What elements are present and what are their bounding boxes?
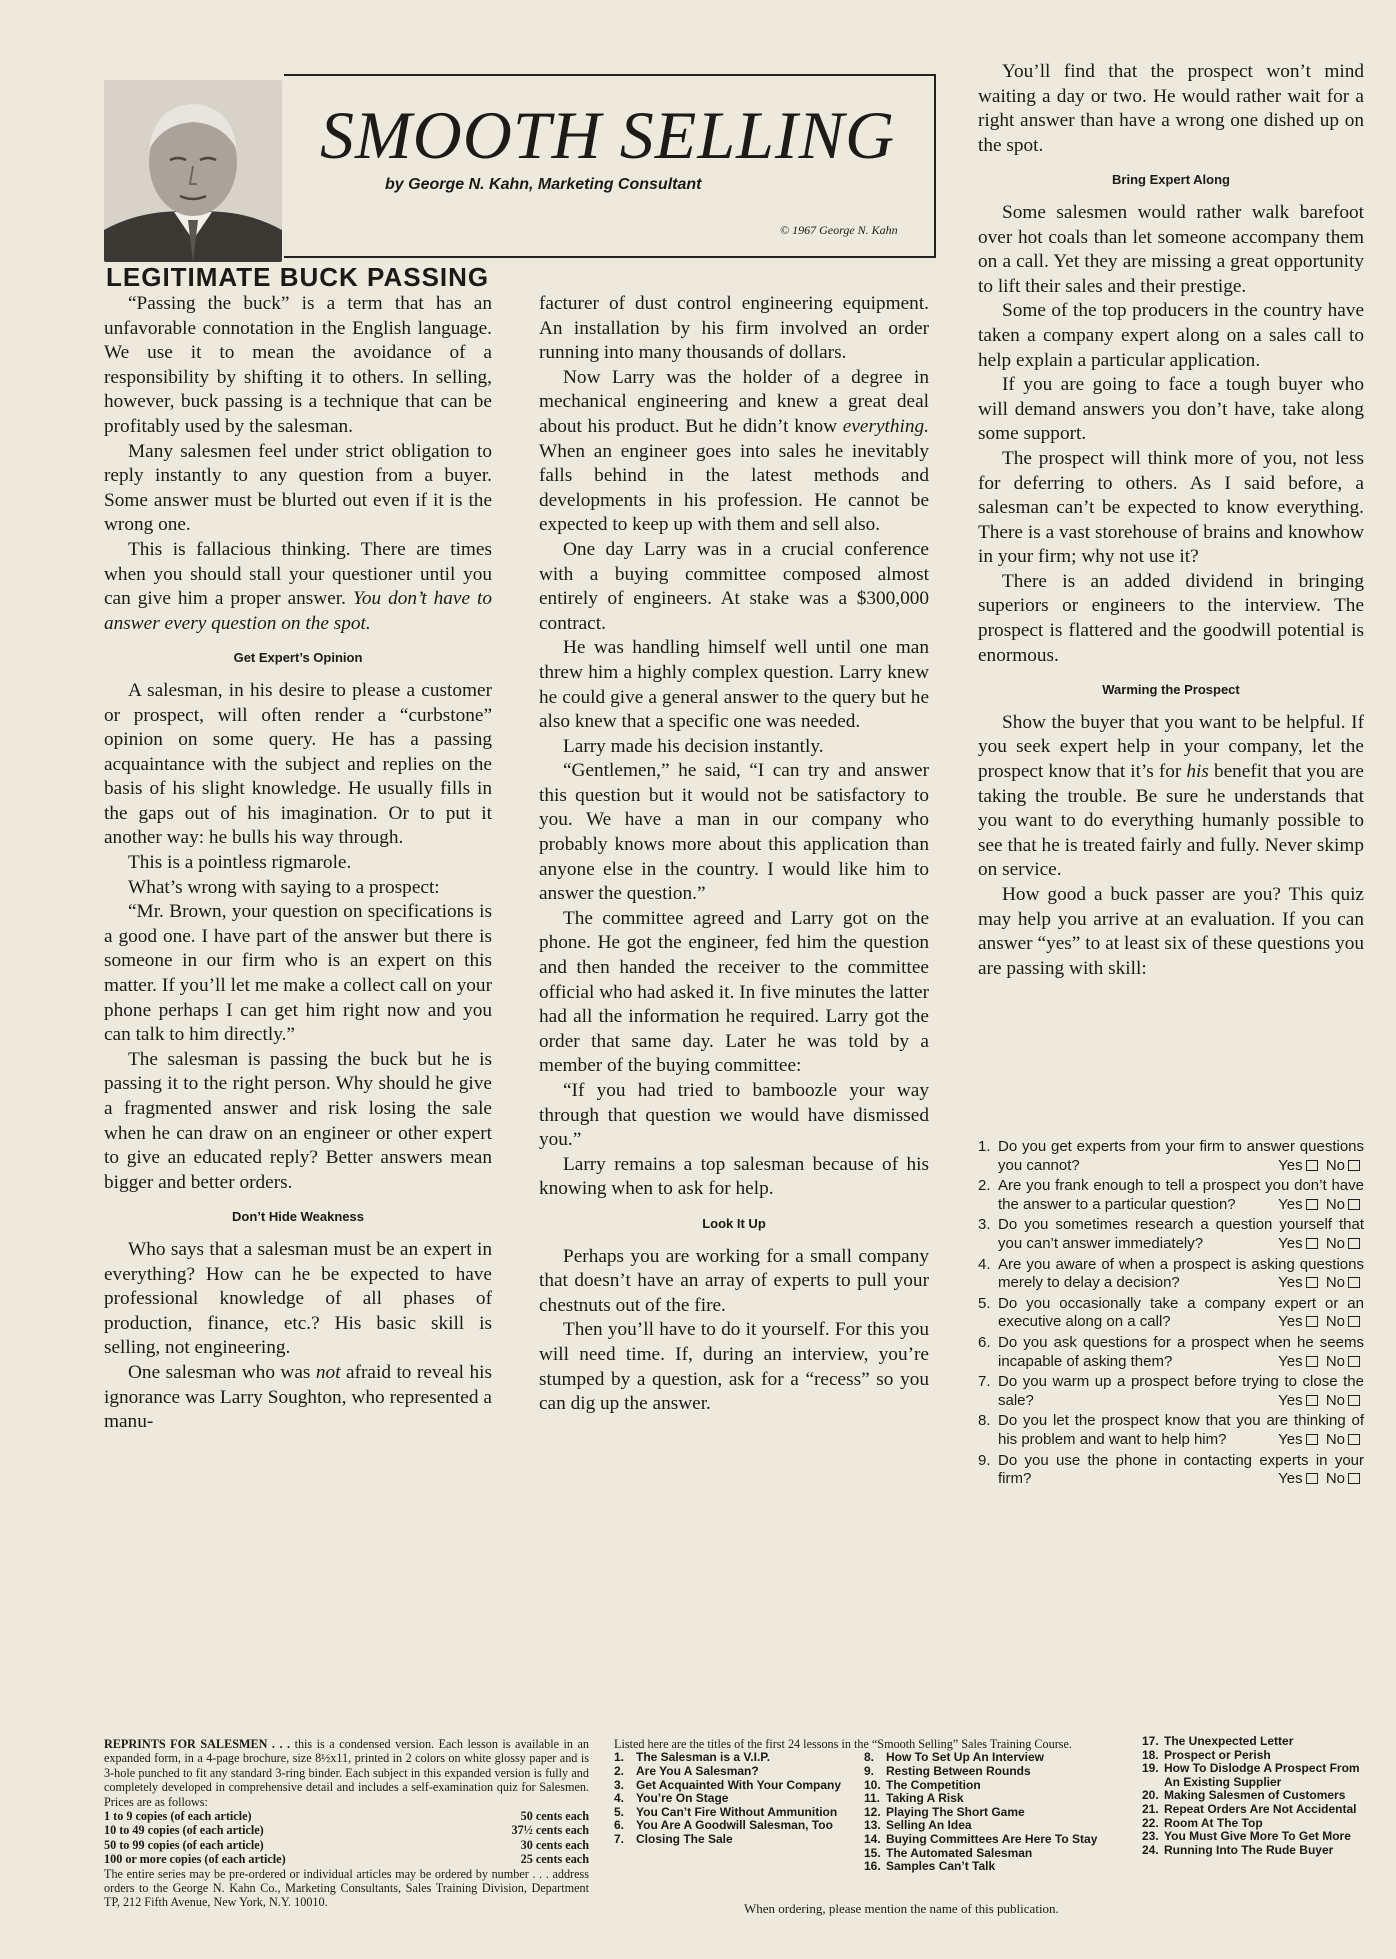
paragraph: There is an added dividend in bringing superiors or engineers to the interview. The prospect is flattered and the goodwill potential is enormous. [978,570,1364,666]
titles-column [614,1751,864,1873]
column-title: SMOOTH SELLING [320,97,896,173]
no-label: No [1325,1234,1345,1252]
yes-checkbox[interactable] [1306,1238,1318,1249]
yes-no-choices [1278,1157,1364,1176]
paragraph: This is a pointless rigmarole. [128,852,352,874]
yes-label: Yes [1278,1156,1303,1174]
no-label: No [1325,1156,1345,1174]
lesson-title: You Must Give More To Get More [1164,1829,1351,1844]
paragraph: You’ll find that the prospect won’t mind waiting a day or two. He would rather wait for a right answer than have a wrong one dished up on the spot. [978,61,1364,156]
lesson-number: 5. [614,1804,625,1819]
article-column-1 [104,292,492,1435]
paragraph: If you are going to face a tough buyer who will demand answers you don’t have, take along some support. [978,374,1364,445]
lesson-title-item [1142,1789,1372,1803]
lesson-title-item [614,1806,864,1820]
quiz-number: 5. [978,1294,991,1312]
paragraph: One day Larry was in a crucial conference with a buying committee composed almost entirely of engineers. At stake was a $300,000 contract. [539,538,929,634]
no-checkbox[interactable] [1348,1316,1360,1327]
quiz-number: 7. [978,1373,991,1391]
quiz-number: 4. [978,1255,991,1273]
reprints-label: REPRINTS FOR SALESMEN . . . [104,1737,291,1751]
paragraph: Who says that a salesman must be an expert in everything? How can he be expected to have professional knowledge of all phases of production, finance, etc.? His basic skill is selling, not engineering. [104,1238,492,1359]
lesson-title: You Can’t Fire Without Ammunition [636,1804,838,1819]
lesson-title: How To Dislodge A Prospect From An Existing Supplier [1164,1761,1360,1789]
lesson-title-item [864,1833,1124,1847]
quiz-question [978,1334,1364,1371]
lesson-title-item [864,1751,1124,1765]
lesson-number: 19. [1142,1761,1159,1776]
paragraph: Larry made his decision instantly. [563,735,824,757]
lesson-title: Prospect or Perish [1164,1747,1271,1762]
quiz-question [978,1177,1364,1214]
lesson-title: Playing The Short Game [886,1804,1025,1819]
quiz-number: 2. [978,1177,991,1195]
lesson-number: 13. [864,1818,881,1833]
lesson-title-item [614,1833,864,1847]
lesson-title-item [1142,1749,1372,1763]
paragraph: What’s wrong with saying to a prospect: [128,876,440,898]
lesson-title: Room At The Top [1164,1815,1263,1830]
lesson-title: You’re On Stage [636,1791,729,1806]
quiz-text: Are you frank enough to tell a prospect you don’t have the answer to a particular question? [998,1177,1364,1213]
lesson-number: 2. [614,1764,625,1778]
lesson-number: 22. [1142,1815,1159,1830]
yes-checkbox[interactable] [1306,1316,1318,1327]
titles-column [1142,1735,1372,1857]
lesson-title: Running Into The Rude Buyer [1164,1842,1334,1857]
quiz-question [978,1452,1364,1489]
yes-label: Yes [1278,1470,1303,1488]
byline: by George N. Kahn, Marketing Consultant [385,176,702,193]
author-photo [104,80,282,262]
subheading: Bring Expert Along [1112,172,1230,188]
lesson-number: 20. [1142,1788,1159,1803]
paragraph: How good a buck passer are you? This quiz may help you arrive at an evaluation. If you can answer “yes” to at least six of these questions you are passing with skill: [978,884,1364,979]
quiz-text: Do you occasionally take a company expert or an executive along on a call? [998,1294,1364,1331]
lesson-title-item [864,1765,1124,1779]
lesson-number: 10. [864,1777,881,1792]
no-checkbox[interactable] [1348,1434,1360,1445]
price-label: 50 to 99 copies (of each article) [104,1837,264,1852]
quiz-text: Do you ask questions for a prospect when he seems incapable of asking them? [998,1333,1364,1370]
lesson-number: 12. [864,1804,881,1819]
paragraph: facturer of dust control engineering equipment. An installation by his firm involved an order running into many thousands of dollars. [539,293,929,364]
paragraph: Now Larry was the holder of a degree in mechanical engineering and knew a great deal about his product. But he didn’t know everything. When an engineer goes into sales he inevitably falls behind in the latest methods and developments in his profession. He cannot be expected to keep up with them and sell also. [539,366,929,536]
paragraph: Show the buyer that you want to be helpful. If you seek expert help in your company, let the prospect know that it’s for his benefit that you are taking the trouble. Be sure he understands that you want to do everything humanly possible to see that he is treated fairly and fully. Never skimp on service. [978,711,1364,881]
no-checkbox[interactable] [1348,1238,1360,1249]
yes-checkbox[interactable] [1306,1434,1318,1445]
lesson-title-item [614,1792,864,1806]
no-label: No [1325,1470,1345,1488]
price-value: 25 cents each [520,1852,589,1867]
paragraph: Then you’ll have to do it yourself. For this you will need time. If, during an interview, you’re stumped by a question, ask for a “recess” so you can dig up the answer. [539,1319,929,1415]
article-column-2 [539,292,929,1417]
yes-checkbox[interactable] [1306,1199,1318,1210]
paragraph: A salesman, in his desire to please a customer or prospect, will often render a “curbstone” opinion on some query. He has a passing acquaintance with the subject and replies on the basis of his slight knowledge. He usually fills in the gaps out of his imagination. Or to put it another way: he bulls his way through. [104,679,492,849]
lesson-title: Get Acquainted With Your Company [636,1777,842,1792]
price-row [104,1823,589,1837]
lesson-titles [614,1737,1124,1874]
yes-no-choices [1278,1470,1364,1489]
quiz [978,1138,1364,1491]
lesson-number: 15. [864,1845,881,1860]
lesson-title-item [864,1806,1124,1820]
quiz-number: 3. [978,1216,991,1234]
yes-label: Yes [1278,1352,1303,1370]
lesson-number: 7. [614,1831,625,1846]
lesson-title-item [864,1860,1124,1874]
paragraph: Some salesmen would rather walk barefoot over hot coals than let someone accompany them on a call. Yet they are missing a great opportunity to lift their sales and their prestige. [978,201,1364,297]
yes-checkbox[interactable] [1306,1277,1318,1288]
paragraph: The prospect will think more of you, not less for deferring to others. As I said before, a salesman can’t be expected to know everything. There is a vast storehouse of brains and knowhow in your firm; why not use it? [978,447,1364,568]
no-label: No [1325,1352,1345,1370]
yes-no-choices [1278,1431,1364,1450]
copyright-notice: © 1967 George N. Kahn [780,223,898,237]
ordering-note: When ordering, please mention the name of this publication. [744,1901,1059,1916]
quiz-text: Do you get experts from your firm to answer questions you cannot? [998,1138,1364,1174]
paragraph: “Gentlemen,” he said, “I can try and answer this question but it would not be satisfactory to you. We have a man in our company who probably knows more about this application than anyone else in the country. I would like him to answer the question.” [539,760,929,905]
no-label: No [1325,1430,1345,1448]
no-checkbox[interactable] [1348,1160,1360,1171]
price-row [104,1852,589,1866]
lesson-title-item [864,1779,1124,1793]
price-row [104,1838,589,1852]
yes-label: Yes [1278,1430,1303,1448]
lesson-number: 18. [1142,1747,1159,1762]
yes-label: Yes [1278,1195,1303,1213]
yes-no-choices [1278,1313,1364,1332]
no-label: No [1325,1313,1345,1331]
reprints-notice [104,1737,589,1910]
lesson-number: 6. [614,1818,625,1833]
subheading: Look It Up [702,1215,766,1231]
lesson-title: Samples Can’t Talk [886,1859,996,1874]
paragraph: Larry remains a top salesman because of his knowing when to ask for help. [539,1153,929,1200]
yes-label: Yes [1278,1391,1303,1409]
lesson-number: 1. [614,1750,625,1765]
quiz-question [978,1216,1364,1253]
no-label: No [1325,1274,1345,1292]
subheading: Get Expert’s Opinion [233,650,363,666]
yes-no-choices [1278,1274,1364,1293]
quiz-number: 8. [978,1412,991,1430]
lesson-number: 8. [864,1750,875,1765]
author-portrait-icon [104,80,282,262]
paragraph: “Passing the buck” is a term that has an unfavorable connotation in the English language. We use it to mean the avoidance of a responsibility by shifting it to others. In selling, however, buck passing is a technique that can be profitably used by the salesman. [104,293,492,437]
lesson-title-item [864,1847,1124,1861]
paragraph: “Mr. Brown, your question on specifications is a good one. I have part of the answer but there is someone in our firm who is an expert on this matter. If you’ll let me make a collect call on your phone perhaps I can get him right now and you can talk to him directly.” [104,901,492,1046]
price-value: 30 cents each [520,1837,589,1852]
lesson-number: 3. [614,1777,625,1792]
lesson-title: The Unexpected Letter [1164,1734,1294,1748]
yes-checkbox[interactable] [1306,1356,1318,1367]
quiz-text: Do you warm up a prospect before trying to close the sale? [998,1373,1364,1409]
lesson-title: The Automated Salesman [886,1845,1033,1860]
article-headline: LEGITIMATE BUCK PASSING [106,262,490,292]
quiz-number: 6. [978,1333,991,1351]
lesson-number: 4. [614,1791,625,1806]
subheading: Don’t Hide Weakness [232,1209,364,1225]
lesson-title-item [614,1779,864,1793]
lesson-number: 17. [1142,1734,1159,1748]
paragraph: The salesman is passing the buck but he is passing it to the right person. Why should he give a fragmented answer and risk losing the sale when he can draw on an engineer or other expert to give an educated reply? Better answers mean bigger and better orders. [104,1048,492,1193]
quiz-text: Do you use the phone in contacting experts in your firm? [998,1451,1364,1488]
lesson-number: 24. [1142,1842,1159,1857]
lesson-title-item [1142,1817,1372,1831]
price-value: 50 cents each [520,1809,589,1824]
paragraph: Perhaps you are working for a small company that doesn’t have an array of experts to pull your chestnuts out of the fire. [539,1245,929,1316]
lesson-title-item [1142,1762,1372,1789]
reprints-text: this is a condensed version. Each lesson is available in an expanded form, in a 4-page brochure, size 8½x11, printed in 2 colors on white glossy paper and is 3-hole punched to fit any standard 3-ring binder. Each subject in this expanded version is fully and completely developed in comprehensive detail and includes a self-examination quiz for Salesmen. Prices are as follows: [104,1737,590,1809]
quiz-number: 9. [978,1451,991,1469]
paragraph: This is fallacious thinking. There are times when you should stall your questioner until you can give him a proper answer. You don’t have to answer every question on the spot. [104,538,492,634]
no-label: No [1325,1391,1345,1409]
paragraph: He was handling himself well until one man threw him a highly complex question. Larry knew he could give a general answer to the query but he also knew that a specific one was needed. [539,637,929,733]
lesson-number: 9. [864,1764,875,1778]
lesson-title: Making Salesmen of Customers [1164,1788,1346,1803]
lesson-title: You Are A Goodwill Salesman, Too [636,1818,833,1833]
price-label: 100 or more copies (of each article) [104,1852,286,1867]
lesson-number: 11. [864,1791,881,1806]
quiz-question [978,1373,1364,1410]
paragraph: Many salesmen feel under strict obligation to reply instantly to any question from a buyer. Some answer must be blurted out even if it is the wrong one. [104,440,492,536]
no-checkbox[interactable] [1348,1199,1360,1210]
listed-text: Listed here are the titles of the first 24 lessons in the “Smooth Selling” Sales Training Course. [614,1737,1072,1751]
lesson-title-item [1142,1844,1372,1858]
quiz-question [978,1138,1364,1175]
price-label: 1 to 9 copies (of each article) [104,1809,252,1824]
quiz-text: Are you aware of when a prospect is asking questions merely to delay a decision? [998,1255,1364,1292]
subheading: Warming the Prospect [1102,682,1240,698]
paragraph: One salesman who was not afraid to reveal his ignorance was Larry Soughton, who represented a manu- [104,1361,492,1433]
price-value: 37½ cents each [511,1823,589,1838]
no-label: No [1325,1195,1345,1213]
lesson-title-item [614,1819,864,1833]
lesson-title: Buying Committees Are Here To Stay [886,1831,1098,1846]
lesson-title: The Salesman is a V.I.P. [636,1750,771,1765]
lesson-title: Repeat Orders Are Not Accidental [1164,1801,1357,1816]
no-checkbox[interactable] [1348,1277,1360,1288]
lesson-title-item [1142,1830,1372,1844]
price-list [104,1809,589,1867]
yes-label: Yes [1278,1234,1303,1252]
quiz-question [978,1256,1364,1293]
lesson-title: How To Set Up An Interview [886,1750,1045,1765]
lesson-title-item [1142,1735,1372,1749]
yes-no-choices [1278,1392,1364,1411]
lesson-title-item [1142,1803,1372,1817]
lesson-title: Taking A Risk [886,1791,964,1806]
lesson-title: The Competition [886,1777,981,1792]
quiz-text: Do you let the prospect know that you are thinking of his problem and want to help him? [998,1412,1364,1448]
lesson-title: Selling An Idea [886,1818,972,1833]
paragraph: The committee agreed and Larry got on the phone. He got the engineer, fed him the question and then handed the receiver to the committee official who had asked it. In five minutes the latter had all the information he required. Larry got the order that same day. Later he was told by a member of the buying committee: [539,907,929,1077]
yes-no-choices [1278,1353,1364,1372]
lesson-title-item [614,1751,864,1765]
lesson-number: 23. [1142,1829,1159,1844]
titles-column [864,1751,1124,1873]
yes-label: Yes [1278,1313,1303,1331]
lesson-title-item [614,1765,864,1779]
quiz-question [978,1412,1364,1449]
yes-no-choices [1278,1235,1364,1254]
lesson-title: Resting Between Rounds [886,1764,1031,1778]
lesson-title: Are You A Salesman? [636,1764,759,1778]
quiz-text: Do you sometimes research a question yourself that you can’t answer immediately? [998,1216,1364,1252]
yes-no-choices [1278,1196,1364,1215]
quiz-number: 1. [978,1138,991,1155]
no-checkbox[interactable] [1348,1356,1360,1367]
no-checkbox[interactable] [1348,1395,1360,1406]
lesson-number: 16. [864,1859,881,1874]
no-checkbox[interactable] [1348,1473,1360,1484]
lesson-number: 14. [864,1831,881,1846]
article-column-3 [978,60,1364,981]
price-label: 10 to 49 copies (of each article) [104,1823,264,1838]
yes-checkbox[interactable] [1306,1160,1318,1171]
yes-label: Yes [1278,1274,1303,1292]
paragraph: Some of the top producers in the country have taken a company expert along on a sales call to help explain a particular application. [978,300,1364,371]
price-row [104,1809,589,1823]
lesson-title: Closing The Sale [636,1831,733,1846]
paragraph: “If you had tried to bamboozle your way through that question we would have dismissed you.” [539,1080,929,1151]
lesson-title-item [864,1792,1124,1806]
quiz-question [978,1295,1364,1332]
yes-checkbox[interactable] [1306,1395,1318,1406]
lesson-number: 21. [1142,1801,1159,1816]
lesson-title-item [864,1819,1124,1833]
lesson-titles-continued [1142,1735,1372,1857]
yes-checkbox[interactable] [1306,1473,1318,1484]
order-text: The entire series may be pre-ordered or individual articles may be ordered by number . . . address orders to the George N. Kahn Co., Marketing Consultants, Sales Training Division, Department TP, 212 Fifth Avenue, New York, N.Y. 10010. [104,1866,589,1910]
